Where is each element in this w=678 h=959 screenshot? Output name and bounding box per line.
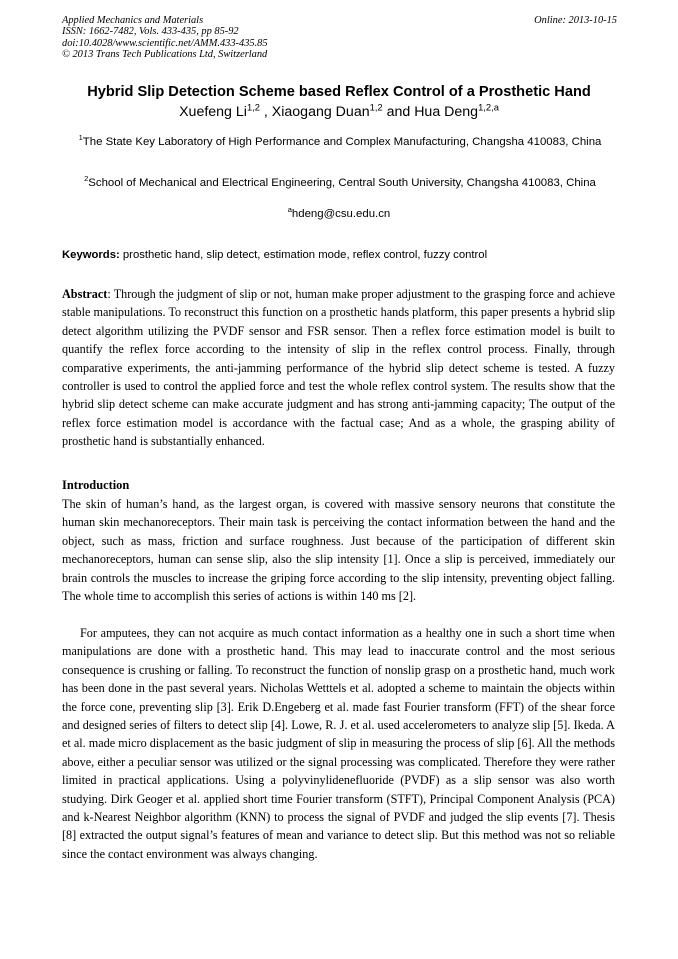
introduction-paragraph-2: For amputees, they can not acquire as much contact information as a healthy one in such a short time when manipulations are done with a prosthetic hand. This may lead to inaccurate control and the most serious consequence is crushing or falling. To reconstruct the function of nonslip grasp on a prosthetic hand, much work has been done in the past several years. Nicholas Wetttels et al. adopted a scheme to maintain the objects within the force cone, preventing slip [3]. Erik D.Engeberg et al. made fast Fourier transform (FFT) of the shear force and designed series of filters to detect slip [4]. Lowe, R. J. et al. used accelerometers to analyze slip [5]. Ikeda. A et al. made micro displacement as the basic judgment of slip in measuring the process of slip [6]. All the methods above, either a peculiar sensor was utilized or the signal processing was complicated. Therefore they were rather limited in practical applications. Using a polyvinylidenefluoride (PVDF) as a slip sensor was also worth studying. Dirk Geoger et al. applied short time Fourier transform (STFT), Principal Component Analysis (PCA) and k-Nearest Neighbor algorithm (KNN) to process the signal of PVDF and judged the slip events [7]. Thesis [8] extracted the output signal’s features of mean and variance to detect slip. But this method was not so reliable since the contact environment was always changing. bbox=[62, 626, 615, 861]
email-mark: a bbox=[287, 205, 292, 215]
keywords-text: prosthetic hand, slip detect, estimation mode, reflex control, fuzzy control bbox=[119, 249, 488, 261]
keywords-line bbox=[62, 249, 622, 261]
journal-header bbox=[62, 15, 617, 61]
author-affiliation-mark: 1,2 bbox=[246, 102, 260, 113]
introduction-heading: Introduction bbox=[62, 478, 130, 492]
copyright-line: © 2013 Trans Tech Publications Ltd, Switzerland bbox=[62, 49, 268, 61]
paper-title: Hybrid Slip Detection Scheme based Reflex Control of a Prosthetic Hand bbox=[87, 84, 591, 100]
author-name: Xuefeng Li bbox=[179, 104, 247, 120]
issn-line: ISSN: 1662-7482, Vols. 433-435, pp 85-92 bbox=[62, 26, 239, 38]
abstract-label: Abstract bbox=[62, 287, 108, 301]
online-date: Online: 2013-10-15 bbox=[534, 15, 617, 26]
abstract-paragraph bbox=[62, 285, 615, 451]
author-affiliation-mark: 1,2 bbox=[369, 102, 383, 113]
affiliation-text: The State Key Laboratory of High Performance and Complex Manufacturing, Changsha 410083, China bbox=[82, 136, 602, 148]
author-name: Xiaogang Duan bbox=[271, 104, 370, 120]
affiliation-mark: 1 bbox=[78, 133, 83, 143]
introduction-paragraph-1: The skin of human’s hand, as the largest organ, is covered with massive sensory neurons that constitute the human skin mechanoreceptors. Their main task is perceiving the contact information between the hand and the object, such as mass, friction and surface roughness. Just because of the participation of different skin mechanoreceptors, human can sense slip, also the slip intensity [1]. Once a slip is perceived, immediately our brain controls the muscles to increase the griping force according to the slip intensity, preventing object falling. The whole time to accomplish this series of actions is within 140 ms [2]. bbox=[62, 497, 615, 604]
author-separator: , bbox=[259, 104, 272, 120]
email-address: hdeng@csu.edu.cn bbox=[291, 208, 391, 220]
journal-name: Applied Mechanics and Materials bbox=[62, 15, 204, 26]
author-list bbox=[40, 104, 638, 121]
abstract-text: : Through the judgment of slip or not, human make proper adjustment to the grasping force and achieve stable manipulations. To reconstruct this function on a prosthetic hands platform, this paper presents a hybrid slip detect algorithm utilizing the PVDF sensor and FSR sensor. Then a reflex force estimation model is built to quantify the reflex force according to the intensity of slip in the reflex control process. Finally, through comparative experiments, the anti-jamming performance of the hybrid slip detect scheme is tested. A fuzzy controller is used to control the applied force and test the whole reflex control system. The results show that the hybrid slip detect scheme can make accurate judgment and has strong anti-jamming capacity; The output of the reflex force estimation model is accordance with the factual case; And as a whole, the grasping ability of prosthetic hand is substantially enhanced. bbox=[62, 287, 615, 449]
affiliation-1 bbox=[62, 134, 618, 151]
affiliation-mark: 2 bbox=[84, 174, 89, 184]
affiliation-2 bbox=[62, 175, 618, 192]
affiliation-text: School of Mechanical and Electrical Engineering, Central South University, Changsha 410083, China bbox=[88, 177, 596, 189]
doi-line: doi:10.4028/www.scientific.net/AMM.433-435.85 bbox=[62, 37, 268, 49]
keywords-label: Keywords: bbox=[62, 249, 120, 261]
author-affiliation-mark: 1,2,a bbox=[478, 102, 499, 113]
author-separator: and bbox=[382, 104, 415, 120]
contact-email bbox=[40, 205, 638, 220]
author-name: Hua Deng bbox=[414, 104, 479, 120]
